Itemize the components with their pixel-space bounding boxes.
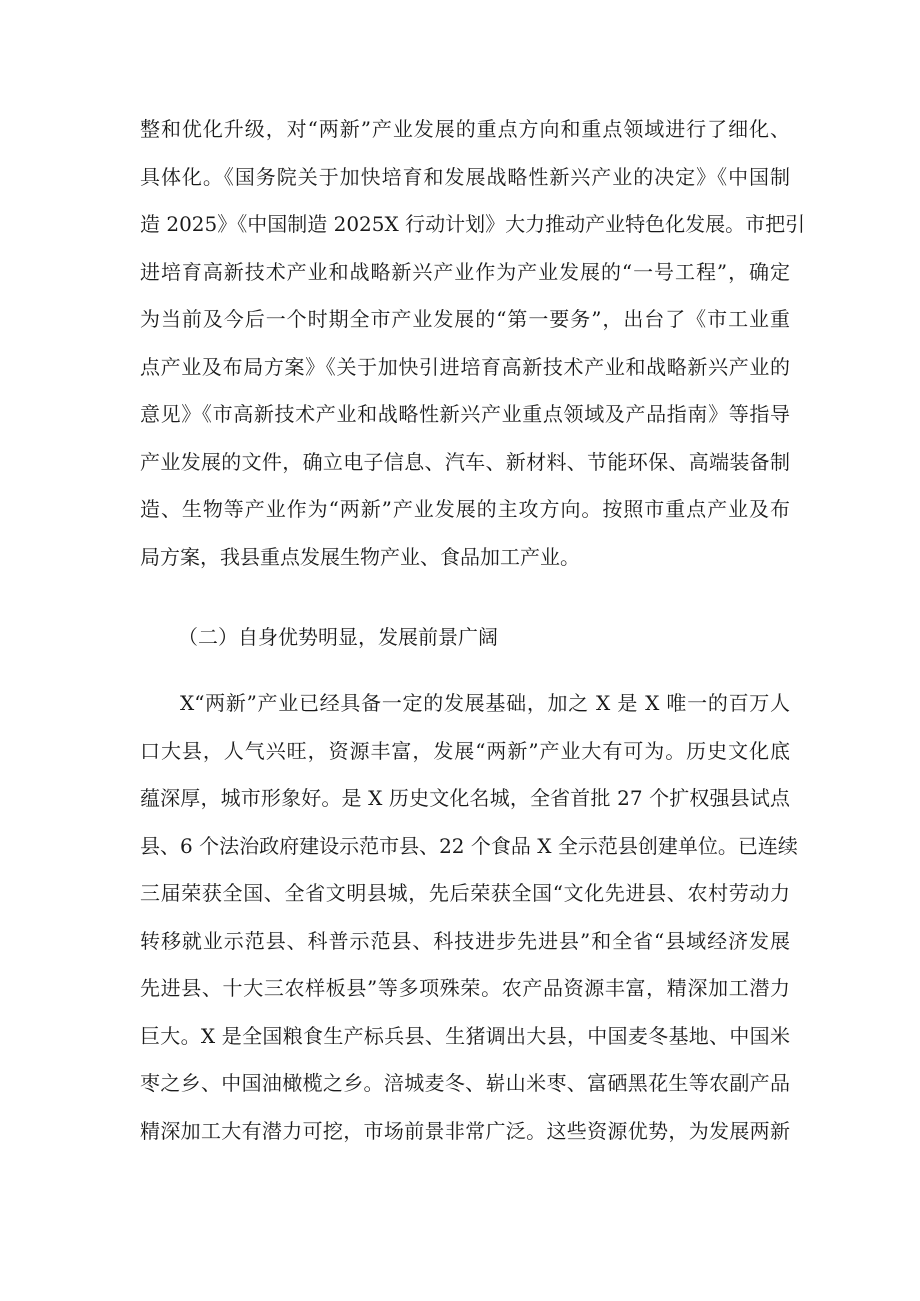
text-line: 县、6 个法治政府建设示范市县、22 个食品 X 全示范县创建单位。已连续 [140, 834, 798, 858]
section-heading: （二）自身优势明显，发展前景广阔 [178, 625, 498, 649]
text-line: 三届荣获全国、全省文明县城，先后荣获全国“文化先进县、农村劳动力 [140, 881, 790, 905]
text-line: 产业发展的文件，确立电子信息、汽车、新材料、节能环保、高端装备制 [140, 450, 790, 474]
text-line: 点产业及布局方案》《关于加快引进培育高新技术产业和战略新兴产业的 [140, 355, 790, 379]
text-line: 意见》《市高新技术产业和战略性新兴产业重点领域及产品指南》等指导 [140, 402, 790, 426]
text-line: 口大县，人气兴旺，资源丰富，发展“两新”产业大有可为。历史文化底 [140, 739, 790, 763]
text-line: 局方案，我县重点发展生物产业、食品加工产业。 [140, 545, 580, 569]
text-line: 先进县、十大三农样板县”等多项殊荣。农产品资源丰富，精深加工潜力 [140, 976, 790, 1000]
text-line: X“两新”产业已经具备一定的发展基础，加之 X 是 X 唯一的百万人 [180, 691, 790, 715]
text-line: 造 2025》《中国制造 2025X 行动计划》大力推动产业特色化发展。市把引 [140, 212, 806, 236]
text-line: 巨大。X 是全国粮食生产标兵县、生猪调出大县，中国麦冬基地、中国米 [140, 1024, 790, 1048]
text-line: 具体化。《国务院关于加快培育和发展战略性新兴产业的决定》《中国制 [140, 165, 790, 189]
text-line: 进培育高新技术产业和战略新兴产业作为产业发展的“一号工程”，确定 [140, 260, 790, 284]
text-line: 转移就业示范县、科普示范县、科技进步先进县”和全省“县域经济发展 [140, 929, 790, 953]
text-line: 造、生物等产业作为“两新”产业发展的主攻方向。按照市重点产业及布 [140, 497, 790, 521]
text-line: 为当前及今后一个时期全市产业发展的“第一要务”，出台了《市工业重 [140, 307, 790, 331]
text-line: 整和优化升级，对“两新”产业发展的重点方向和重点领域进行了细化、 [140, 117, 790, 141]
text-line: 蕴深厚，城市形象好。是 X 历史文化名城，全省首批 27 个扩权强县试点 [140, 786, 790, 810]
text-line: 枣之乡、中国油橄榄之乡。涪城麦冬、崭山米枣、富硒黑花生等农副产品 [140, 1071, 790, 1095]
text-line: 精深加工大有潜力可挖，市场前景非常广泛。这些资源优势，为发展两新 [140, 1119, 790, 1143]
